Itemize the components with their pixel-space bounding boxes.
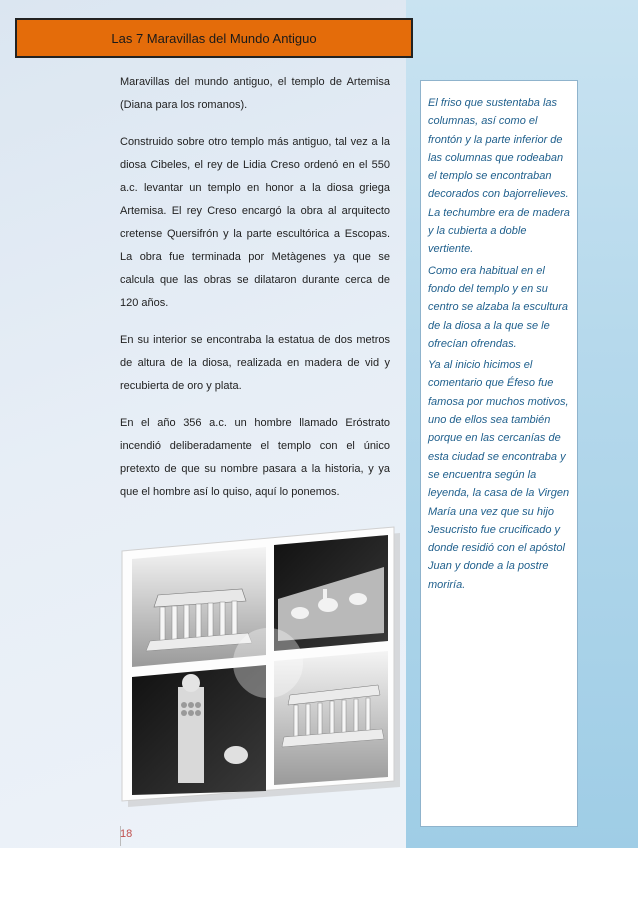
main-paragraph: En el año 356 a.c. un hombre llamado Eróstrato incendió deliberadamente el templo con el único pretexto de que su nombre pasara a la historia, y ya que el hombre así lo quiso, aquí lo ponemos.	[120, 417, 390, 498]
temple-photo-collage	[118, 515, 403, 815]
sidebar-paragraph: El friso que sustentaba las columnas, así como el frontón y la parte inferior de las columnas que rodeaban el templo se encontraban decorados con bajorrelieves. La techumbre era de madera y la cubierta a doble vertiente.	[428, 97, 570, 256]
sidebar-paragraph: Como era habitual en el fondo del templo y en su centro se alzaba la escultura de la diosa a la que se le ofrecían ofrendas.	[428, 264, 569, 350]
page-number: 18	[120, 828, 133, 840]
main-paragraph: Construido sobre otro templo más antiguo, tal vez a la diosa Cibeles, el rey de Lidia Creso ordenó en el 550 a.c. levantar un templo en honor a la diosa griega Artemisa. El rey Creso encargó la obra al arquitecto cretense Quersifrón y la parte escultórica a Escopas. La obra fue terminada por Metàgenes ya que se calcula que las obras se dilataron durante cerca de 120 años.	[120, 136, 390, 309]
header-title: Las 7 Maravillas del Mundo Antiguo	[111, 31, 317, 46]
main-paragraph: En su interior se encontraba la estatua de dos metros de altura de la diosa, realizada en madera de vid y recubierta de oro y plata.	[120, 334, 390, 392]
page-header	[15, 18, 413, 58]
main-paragraph: Maravillas del mundo antiguo, el templo de Artemisa (Diana para los romanos).	[120, 76, 390, 111]
main-column	[120, 71, 390, 518]
sidebar-paragraph: Ya al inicio hicimos el comentario que Éfeso fue famosa por muchos motivos, uno de ellos sea también porque en las cercanías de esta ciudad se encontraba y se encuentra según la leyenda, la casa de la Virgen María una vez que su hijo Jesucristo fue crucificado y donde residió con el apóstol Juan y donde a la postre moriría.	[428, 359, 570, 591]
sidebar-column	[428, 94, 574, 594]
temple-relief-photo	[274, 535, 388, 651]
